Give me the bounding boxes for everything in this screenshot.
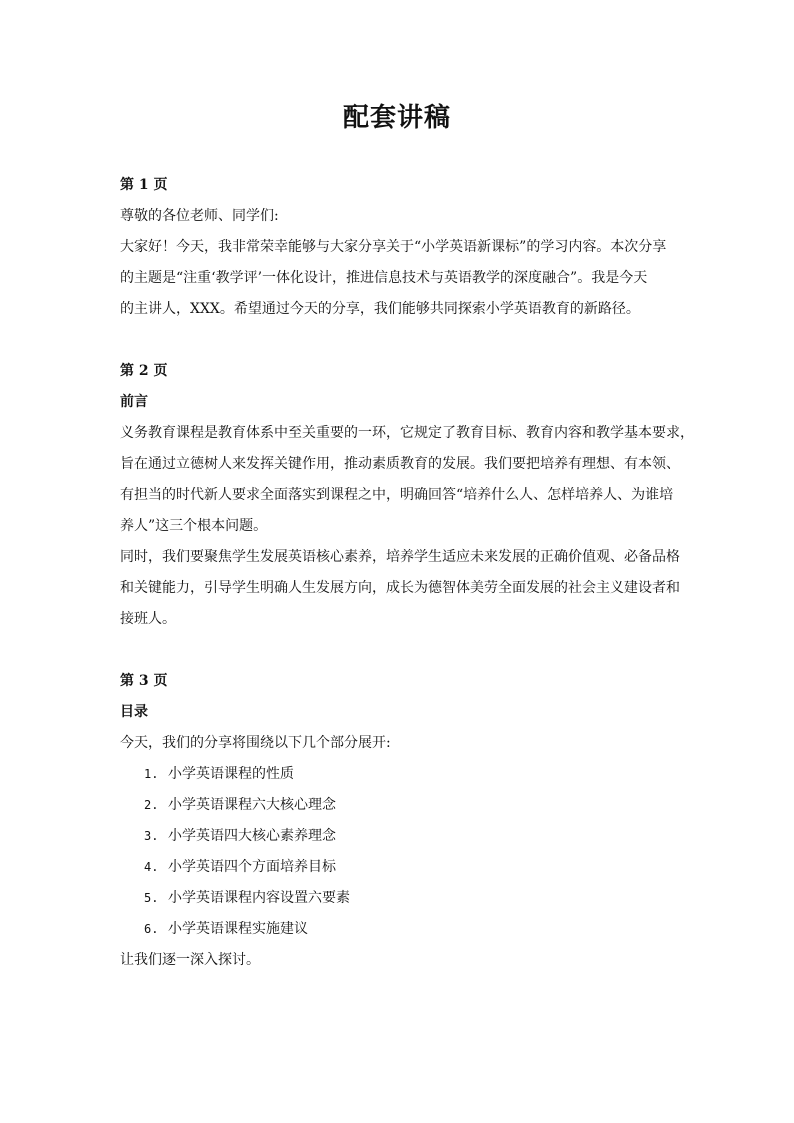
- list-item-text: 小学英语课程的性质: [168, 766, 294, 782]
- list-number: 3.: [144, 829, 159, 843]
- list-item-text: 小学英语四个方面培养目标: [168, 859, 336, 875]
- section-heading: 前言: [120, 394, 148, 410]
- paragraph-line: 有担当的时代新人要求全面落实到课程之中，明确回答“培养什么人、怎样培养人、为谁培: [120, 487, 674, 503]
- list-number: 6.: [144, 922, 159, 936]
- list-item: [144, 759, 690, 790]
- document-body: [120, 170, 694, 976]
- section-heading: 目录: [120, 704, 148, 720]
- page-label: 第 2 页: [120, 363, 168, 379]
- list-item-text: 小学英语四大核心素养理念: [168, 828, 336, 844]
- list-item: [144, 821, 690, 852]
- list-item-text: 小学英语课程内容设置六要素: [168, 890, 350, 906]
- paragraph-line: 的主题是“注重‘教学评’一体化设计，推进信息技术与英语教学的深度融合”。我是今天: [120, 270, 648, 286]
- paragraph-line: 的主讲人，XXX。希望通过今天的分享，我们能够共同探索小学英语教育的新路径。: [120, 301, 640, 317]
- list-number: 2.: [144, 798, 159, 812]
- paragraph-line: 大家好！今天，我非常荣幸能够与大家分享关于“小学英语新课标”的学习内容。本次分享: [120, 239, 667, 255]
- page-label: 第 1 页: [120, 177, 168, 193]
- list-item-text: 小学英语课程六大核心理念: [168, 797, 336, 813]
- intro-paragraph: [120, 232, 690, 325]
- section-spacer: [120, 325, 690, 356]
- greeting: 尊敬的各位老师、同学们:: [120, 208, 279, 224]
- paragraph-line: 养人”这三个根本问题。: [120, 518, 268, 534]
- section-page-3: [120, 666, 690, 976]
- list-item: [144, 852, 690, 883]
- list-item: [144, 790, 690, 821]
- list-number: 4.: [144, 860, 159, 874]
- paragraph-line: 和关键能力，引导学生明确人生发展方向，成长为德智体美劳全面发展的社会主义建设者和: [120, 580, 680, 596]
- list-number: 5.: [144, 891, 159, 905]
- toc-intro: 今天，我们的分享将围绕以下几个部分展开:: [120, 735, 391, 751]
- list-item: [144, 914, 690, 945]
- paragraph-line: 旨在通过立德树人来发挥关键作用，推动素质教育的发展。我们要把培养有理想、有本领、: [120, 456, 680, 472]
- toc-outro: 让我们逐一深入探讨。: [120, 952, 260, 968]
- document-title: 配套讲稿: [342, 103, 451, 133]
- foreword-paragraph-2: [120, 542, 690, 635]
- section-spacer: [120, 635, 690, 666]
- page-label: 第 3 页: [120, 673, 168, 689]
- table-of-contents: [120, 759, 690, 945]
- paragraph-line: 同时，我们要聚焦学生发展英语核心素养，培养学生适应未来发展的正确价值观、必备品格: [120, 549, 680, 565]
- section-page-1: [120, 170, 690, 325]
- section-page-2: [120, 356, 694, 635]
- foreword-paragraph-1: [120, 418, 694, 542]
- list-number: 1.: [144, 767, 159, 781]
- paragraph-line: 接班人。: [120, 611, 176, 627]
- list-item: [144, 883, 690, 914]
- paragraph-line: 义务教育课程是教育体系中至关重要的一环，它规定了教育目标、教育内容和教学基本要求，: [120, 425, 694, 441]
- list-item-text: 小学英语课程实施建议: [168, 921, 308, 937]
